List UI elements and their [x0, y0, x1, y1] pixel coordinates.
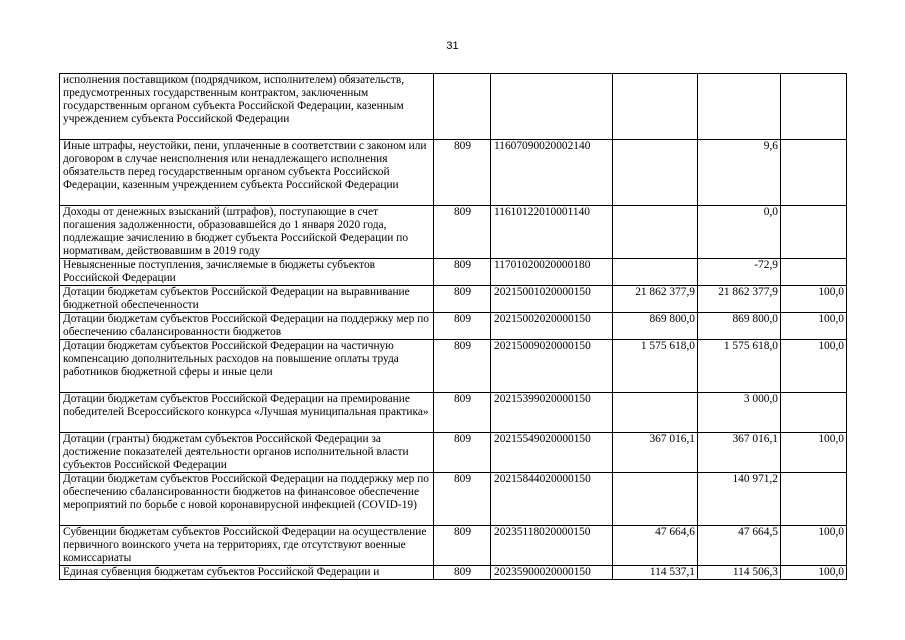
row-budget-code — [491, 74, 613, 140]
row-admin-code — [434, 74, 491, 140]
table-row — [60, 526, 847, 566]
row-percent-value — [781, 473, 847, 526]
row-fact-value — [698, 74, 781, 140]
row-plan-value: 47 664,6 — [613, 526, 698, 566]
row-fact-value: 21 862 377,9 — [698, 286, 781, 313]
row-admin-code: 809 — [434, 526, 491, 566]
row-admin-code: 809 — [434, 313, 491, 340]
table-row — [60, 433, 847, 473]
row-budget-code: 20235118020000150 — [491, 526, 613, 566]
table-row — [60, 74, 847, 140]
row-fact-value: 140 971,2 — [698, 473, 781, 526]
row-description: Дотации (гранты) бюджетам субъектов Российской Федерации за достижение показателей деятельности органов исполнительной власти субъектов Российской Федерации — [60, 433, 434, 473]
row-fact-value: 47 664,5 — [698, 526, 781, 566]
row-admin-code: 809 — [434, 566, 491, 580]
row-percent-value — [781, 74, 847, 140]
table-row — [60, 340, 847, 393]
row-budget-code: 20215549020000150 — [491, 433, 613, 473]
row-plan-value: 21 862 377,9 — [613, 286, 698, 313]
row-budget-code: 11607090020002140 — [491, 140, 613, 206]
row-budget-code: 20215002020000150 — [491, 313, 613, 340]
row-fact-value: 367 016,1 — [698, 433, 781, 473]
row-budget-code: 20215844020000150 — [491, 473, 613, 526]
row-percent-value: 100,0 — [781, 526, 847, 566]
row-percent-value: 100,0 — [781, 433, 847, 473]
row-description: Доходы от денежных взысканий (штрафов), поступающие в счет погашения задолженности, образовавшейся до 1 января 2020 года, подлежащие зачислению в бюджет субъекта Российской Федерации по нормативам, действовавшим в 2019 году — [60, 206, 434, 259]
row-admin-code: 809 — [434, 206, 491, 259]
row-budget-code: 20215399020000150 — [491, 393, 613, 433]
table-row — [60, 313, 847, 340]
row-description: Дотации бюджетам субъектов Российской Федерации на поддержку мер по обеспечению сбалансированности бюджетов — [60, 313, 434, 340]
row-admin-code: 809 — [434, 140, 491, 206]
row-plan-value — [613, 206, 698, 259]
row-plan-value — [613, 140, 698, 206]
row-budget-code: 11701020020000180 — [491, 259, 613, 286]
row-percent-value — [781, 393, 847, 433]
row-plan-value — [613, 74, 698, 140]
row-budget-code: 11610122010001140 — [491, 206, 613, 259]
revenue-table — [59, 73, 847, 580]
row-fact-value: 869 800,0 — [698, 313, 781, 340]
table-row — [60, 286, 847, 313]
row-plan-value — [613, 393, 698, 433]
row-fact-value: 0,0 — [698, 206, 781, 259]
row-percent-value — [781, 206, 847, 259]
table-row — [60, 393, 847, 433]
row-description: исполнения поставщиком (подрядчиком, исполнителем) обязательств, предусмотренных государственным контрактом, заключенным государственным органом субъекта Российской Федерации, казенным учреждением субъекта Российской Федерации — [60, 74, 434, 140]
row-percent-value: 100,0 — [781, 340, 847, 393]
page-number: 31 — [446, 40, 459, 52]
row-description: Иные штрафы, неустойки, пени, уплаченные в соответствии с законом или договором в случае неисполнения или ненадлежащего исполнения обязательств перед государственным органом субъекта Российской Федерации, казенным учреждением субъекта Российской Федерации — [60, 140, 434, 206]
table-row — [60, 140, 847, 206]
row-description: Дотации бюджетам субъектов Российской Федерации на премирование победителей Всероссийского конкурса «Лучшая муниципальная практика» — [60, 393, 434, 433]
row-admin-code: 809 — [434, 393, 491, 433]
row-admin-code: 809 — [434, 433, 491, 473]
row-fact-value: 1 575 618,0 — [698, 340, 781, 393]
row-plan-value — [613, 473, 698, 526]
table-row — [60, 473, 847, 526]
row-plan-value: 114 537,1 — [613, 566, 698, 580]
row-description: Дотации бюджетам субъектов Российской Федерации на частичную компенсацию дополнительных расходов на повышение оплаты труда работников бюджетной сферы и иные цели — [60, 340, 434, 393]
row-budget-code: 20235900020000150 — [491, 566, 613, 580]
row-description: Дотации бюджетам субъектов Российской Федерации на поддержку мер по обеспечению сбалансированности бюджетов на финансовое обеспечение мероприятий по борьбе с новой коронавирусной инфекцией (COVID-19) — [60, 473, 434, 526]
table-row — [60, 206, 847, 259]
row-description: Невыясненные поступления, зачисляемые в бюджеты субъектов Российской Федерации — [60, 259, 434, 286]
row-plan-value — [613, 259, 698, 286]
row-percent-value: 100,0 — [781, 313, 847, 340]
row-description: Субвенции бюджетам субъектов Российской Федерации на осуществление первичного воинского учета на территориях, где отсутствуют военные комиссариаты — [60, 526, 434, 566]
table-row — [60, 259, 847, 286]
row-fact-value: 3 000,0 — [698, 393, 781, 433]
row-plan-value: 869 800,0 — [613, 313, 698, 340]
row-admin-code: 809 — [434, 340, 491, 393]
row-budget-code: 20215001020000150 — [491, 286, 613, 313]
row-percent-value — [781, 259, 847, 286]
row-admin-code: 809 — [434, 286, 491, 313]
row-percent-value — [781, 140, 847, 206]
row-plan-value: 1 575 618,0 — [613, 340, 698, 393]
row-description: Единая субвенция бюджетам субъектов Российской Федерации и — [60, 566, 434, 580]
row-admin-code: 809 — [434, 473, 491, 526]
row-budget-code: 20215009020000150 — [491, 340, 613, 393]
row-plan-value: 367 016,1 — [613, 433, 698, 473]
row-fact-value: -72,9 — [698, 259, 781, 286]
row-percent-value: 100,0 — [781, 286, 847, 313]
row-fact-value: 9,6 — [698, 140, 781, 206]
row-description: Дотации бюджетам субъектов Российской Федерации на выравнивание бюджетной обеспеченности — [60, 286, 434, 313]
row-fact-value: 114 506,3 — [698, 566, 781, 580]
row-percent-value: 100,0 — [781, 566, 847, 580]
table-row — [60, 566, 847, 580]
row-admin-code: 809 — [434, 259, 491, 286]
